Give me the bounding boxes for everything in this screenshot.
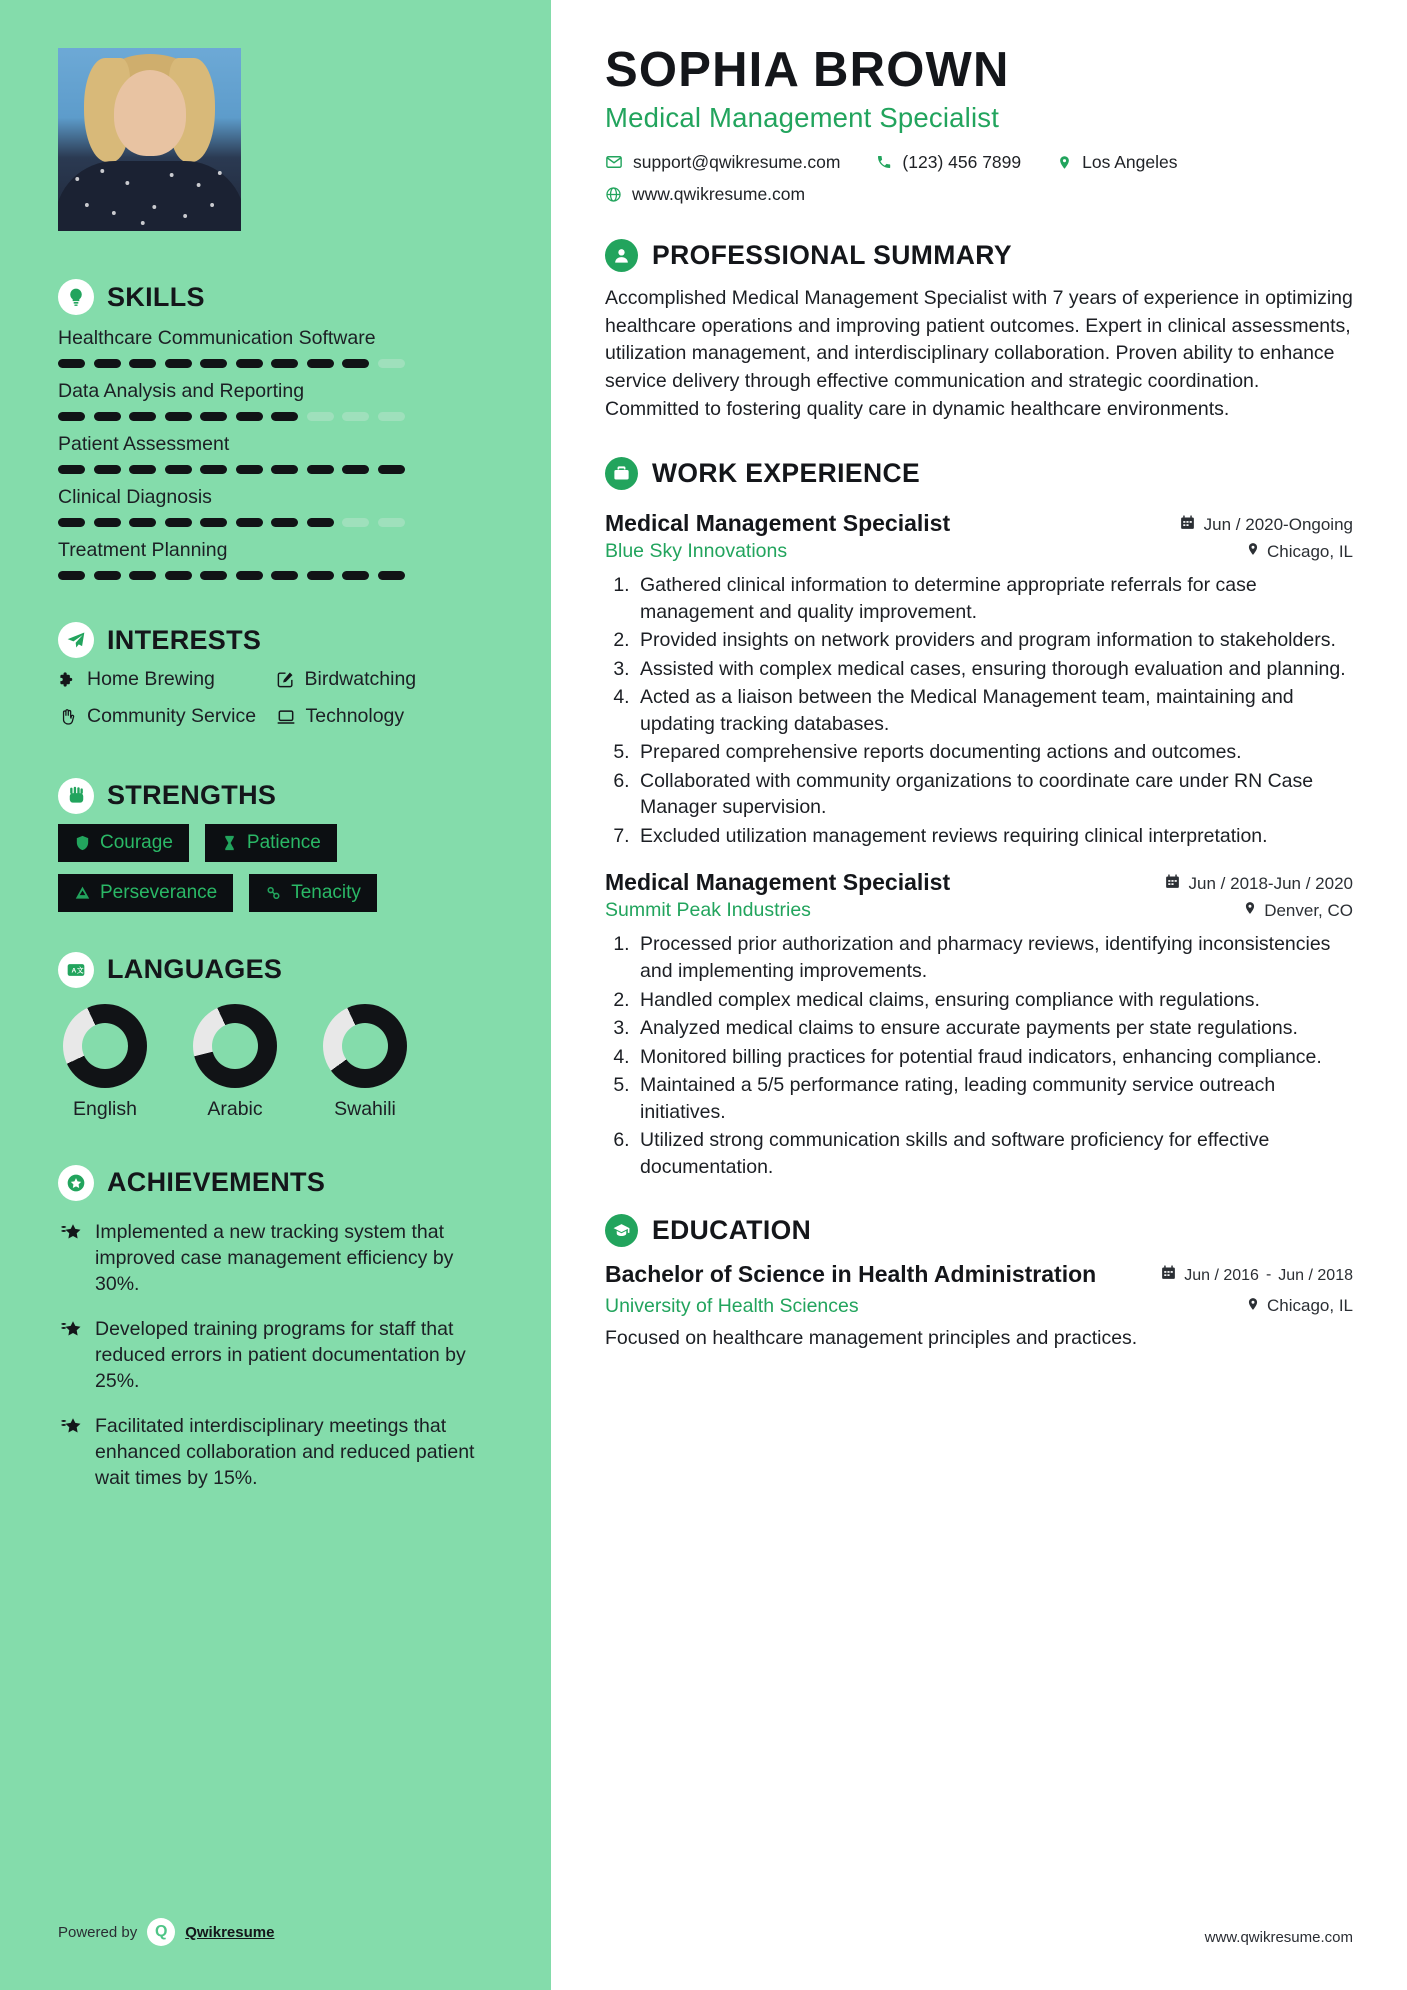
achievement-text: Implemented a new tracking system that improved case management efficiency by 30%. — [95, 1220, 454, 1296]
skill-level-segment — [271, 518, 298, 527]
skill-item — [58, 539, 493, 580]
globe-icon — [605, 186, 622, 203]
skill-level-segment — [165, 518, 192, 527]
skill-level-segment — [165, 571, 192, 580]
location-pin-icon — [1246, 541, 1260, 562]
achievement-item — [58, 1413, 493, 1492]
education-description: Focused on healthcare management principles and practices. — [605, 1326, 1138, 1349]
achievement-text: Developed training programs for staff that reduced errors in patient documentation by 25%. — [95, 1317, 466, 1393]
interest-item — [276, 668, 494, 694]
skill-name: Data Analysis and Reporting — [58, 380, 305, 402]
strength-label: Courage — [100, 831, 173, 853]
contact-item[interactable] — [605, 184, 1317, 205]
contact-item[interactable] — [876, 152, 1021, 173]
contact-text: Los Angeles — [1082, 151, 1178, 172]
skills-heading — [58, 279, 493, 315]
skill-level-segment — [200, 359, 227, 368]
skill-level-segment — [271, 359, 298, 368]
professional-summary-text: Accomplished Medical Management Specialist with 7 years of experience in optimizing healthcare operations and improving patient outcomes. Expert in clinical assessments, utilization management, and interdisciplinary collaboration. Proven ability to enhance service delivery through effective communication and strategic coordination. Committed to fostering quality care in dynamic healthcare environments. — [605, 286, 1353, 420]
hourglass-icon — [221, 834, 238, 852]
interest-item — [58, 705, 276, 732]
language-name: Arabic — [207, 1097, 263, 1120]
achievement-item — [58, 1316, 493, 1395]
languages-section — [58, 952, 493, 1121]
education-section — [605, 1214, 1353, 1350]
skill-level-segment — [236, 359, 263, 368]
location-pin-icon — [1057, 154, 1072, 171]
interest-item — [58, 668, 276, 694]
job-entry — [605, 869, 1353, 1180]
job-entry-subheader — [605, 540, 1353, 563]
job-duty-item: 3. Analyzed medical claims to ensure accurate payments per state regulations. — [635, 1015, 1353, 1042]
job-duties-list — [635, 931, 1353, 1180]
job-company: Summit Peak Industries — [605, 899, 811, 922]
skill-level-segment — [58, 571, 85, 580]
education-school: University of Health Sciences — [605, 1294, 859, 1317]
interests-title: INTERESTS — [107, 624, 262, 655]
footer-url: www.qwikresume.com — [1204, 1929, 1353, 1946]
professional-summary-section — [605, 239, 1353, 423]
education-degree: Bachelor of Science in Health Administration — [605, 1261, 1097, 1288]
education-location — [1246, 1296, 1353, 1317]
skill-level-segment — [94, 359, 121, 368]
phone-icon — [876, 154, 892, 170]
skill-level-segment — [129, 359, 156, 368]
skill-level-segment — [342, 518, 369, 527]
interest-label: Community Service — [87, 705, 257, 728]
skill-level-bar — [58, 518, 493, 527]
job-company: Blue Sky Innovations — [605, 540, 788, 563]
education-dates — [1160, 1260, 1353, 1286]
strength-label: Perseverance — [100, 881, 218, 903]
skill-level-segment — [342, 571, 369, 580]
professional-summary-heading — [605, 239, 1353, 272]
strengths-title: STRENGTHS — [107, 780, 277, 811]
achievements-title: ACHIEVEMENTS — [107, 1167, 326, 1198]
skill-level-segment — [342, 465, 369, 474]
skill-level-segment — [94, 465, 121, 474]
translate-icon — [58, 952, 94, 988]
skill-level-segment — [94, 412, 121, 421]
job-duty-item: 2. Provided insights on network providers and program information to stakeholders. — [635, 627, 1353, 654]
job-title: Medical Management Specialist — [605, 869, 951, 896]
languages-title: LANGUAGES — [107, 954, 283, 985]
skill-level-segment — [271, 412, 298, 421]
skill-level-segment — [378, 359, 405, 368]
skill-level-segment — [236, 571, 263, 580]
job-role-subtitle: Medical Management Specialist — [605, 101, 1000, 133]
location-pin-icon — [1243, 900, 1257, 921]
skill-level-segment — [342, 412, 369, 421]
skill-level-segment — [342, 359, 369, 368]
job-duty-item: 4. Monitored billing practices for potential fraud indicators, enhancing compliance. — [635, 1044, 1353, 1071]
strengths-section — [58, 778, 493, 912]
job-dates — [1179, 514, 1353, 536]
interest-label: Birdwatching — [304, 668, 417, 690]
skill-level-segment — [236, 465, 263, 474]
achievements-heading — [58, 1165, 493, 1201]
job-title: Medical Management Specialist — [605, 510, 951, 537]
calendar-icon — [1164, 873, 1181, 895]
education-date-separator: - — [1265, 1266, 1272, 1284]
hand-icon — [58, 707, 77, 731]
job-duty-item: 4. Acted as a liaison between the Medical Management team, maintaining and updating tracking databases. — [635, 684, 1353, 737]
skill-level-segment — [271, 571, 298, 580]
education-start-date: Jun / 2016 — [1184, 1266, 1259, 1284]
contact-text: www.qwikresume.com — [632, 183, 806, 204]
strength-badge — [205, 824, 337, 862]
strength-badge — [58, 874, 233, 912]
page-title: SOPHIA BROWN — [605, 43, 1010, 97]
skill-level-segment — [165, 412, 192, 421]
donut-hole — [82, 1023, 128, 1069]
skill-level-bar — [58, 412, 493, 421]
language-item — [318, 1004, 412, 1121]
contact-item[interactable] — [605, 152, 840, 173]
language-item — [188, 1004, 282, 1121]
strength-badge — [249, 874, 377, 912]
job-list — [605, 510, 1353, 1180]
puzzle-icon — [58, 670, 77, 694]
interests-section — [58, 622, 493, 744]
paper-plane-icon — [58, 622, 94, 658]
contact-list — [605, 152, 1353, 205]
skill-level-segment — [271, 465, 298, 474]
donut-hole — [342, 1023, 388, 1069]
star-badge-icon — [58, 1165, 94, 1201]
job-duty-item: 5. Prepared comprehensive reports documenting actions and outcomes. — [635, 739, 1353, 766]
education-entry-subheader — [605, 1295, 1353, 1318]
skill-level-bar — [58, 465, 493, 474]
skill-level-segment — [307, 571, 334, 580]
language-progress-donut — [323, 1004, 407, 1088]
skill-item — [58, 486, 493, 527]
fist-icon — [58, 778, 94, 814]
powered-by — [58, 1918, 274, 1946]
lightbulb-icon — [58, 279, 94, 315]
mail-icon — [605, 153, 623, 171]
briefcase-icon — [605, 457, 638, 490]
skill-level-segment — [307, 412, 334, 421]
shield-icon — [74, 834, 91, 852]
contact-item[interactable] — [1057, 152, 1177, 173]
job-dates-text: Jun / 2018-Jun / 2020 — [1188, 874, 1353, 894]
skills-title: SKILLS — [107, 281, 205, 312]
skill-level-segment — [165, 359, 192, 368]
calendar-icon — [1160, 1264, 1177, 1286]
job-location-text: Denver, CO — [1264, 900, 1353, 920]
skill-item — [58, 380, 493, 421]
job-location — [1246, 541, 1353, 562]
job-duty-item: 1. Processed prior authorization and pharmacy reviews, identifying inconsistencies and implementing improvements. — [635, 931, 1353, 984]
language-item — [58, 1004, 152, 1121]
achievements-section — [58, 1165, 493, 1492]
languages-list — [58, 1004, 493, 1121]
person-circle-icon — [605, 239, 638, 272]
skill-level-segment — [58, 412, 85, 421]
job-location — [1243, 900, 1353, 921]
skill-level-segment — [378, 571, 405, 580]
powered-by-label: Powered by — [58, 1923, 138, 1941]
skill-level-segment — [165, 465, 192, 474]
skills-list — [58, 327, 493, 580]
job-duty-item: 3. Assisted with complex medical cases, ensuring thorough evaluation and planning. — [635, 656, 1353, 683]
skill-level-segment — [58, 518, 85, 527]
education-end-date: Jun / 2018 — [1278, 1266, 1353, 1284]
laptop-icon — [276, 707, 296, 732]
interest-label: Home Brewing — [87, 668, 215, 690]
job-entry — [605, 510, 1353, 849]
strengths-heading — [58, 778, 493, 814]
achievement-text: Facilitated interdisciplinary meetings that enhanced collaboration and reduced patient wait times by 15%. — [95, 1414, 475, 1490]
skill-level-segment — [94, 571, 121, 580]
skill-level-segment — [378, 518, 405, 527]
job-duty-item: 6. Utilized strong communication skills and software proficiency for effective documentation. — [635, 1127, 1353, 1180]
language-progress-donut — [193, 1004, 277, 1088]
education-title: EDUCATION — [652, 1215, 812, 1246]
interest-item — [276, 705, 494, 732]
strength-badge — [58, 824, 189, 862]
skill-level-segment — [129, 412, 156, 421]
language-name: Swahili — [334, 1097, 396, 1120]
education-entry-header — [605, 1260, 1353, 1289]
language-progress-donut — [63, 1004, 147, 1088]
svg-text:A: A — [71, 967, 77, 975]
skill-level-segment — [200, 412, 227, 421]
skill-name: Healthcare Communication Software — [58, 327, 376, 349]
skill-level-segment — [58, 359, 85, 368]
skill-name: Treatment Planning — [58, 539, 228, 561]
skill-level-segment — [236, 518, 263, 527]
strength-label: Tenacity — [291, 881, 361, 903]
calendar-icon — [1179, 514, 1196, 536]
skill-level-segment — [94, 518, 121, 527]
interests-heading — [58, 622, 493, 658]
languages-heading — [58, 952, 493, 988]
location-pin-icon — [1246, 1296, 1260, 1317]
sidebar — [0, 0, 551, 1990]
mountain-icon — [74, 884, 91, 902]
donut-hole — [212, 1023, 258, 1069]
skills-section — [58, 279, 493, 580]
job-entry-subheader — [605, 899, 1353, 922]
skill-level-segment — [307, 359, 334, 368]
skill-level-segment — [307, 518, 334, 527]
skill-level-segment — [200, 465, 227, 474]
achievement-item — [58, 1219, 493, 1298]
skill-item — [58, 433, 493, 474]
skill-level-segment — [200, 518, 227, 527]
achievements-list — [58, 1219, 493, 1492]
skill-name: Patient Assessment — [58, 433, 230, 455]
strengths-list — [58, 824, 493, 912]
job-duty-item: 2. Handled complex medical claims, ensuring compliance with regulations. — [635, 987, 1353, 1014]
skill-level-segment — [129, 465, 156, 474]
skill-item — [58, 327, 493, 368]
graduation-icon — [605, 1214, 638, 1247]
achievement-star-icon — [58, 1415, 82, 1492]
skill-level-segment — [236, 412, 263, 421]
skill-level-segment — [378, 465, 405, 474]
job-duty-item: 7. Excluded utilization management reviews requiring clinical interpretation. — [635, 823, 1353, 850]
skill-level-segment — [200, 571, 227, 580]
job-dates — [1164, 873, 1353, 895]
svg-text:文: 文 — [76, 967, 84, 975]
interest-label: Technology — [305, 705, 405, 728]
language-name: English — [73, 1097, 137, 1120]
job-entry-header — [605, 869, 1353, 896]
contact-text: (123) 456 7899 — [902, 151, 1022, 172]
job-dates-text: Jun / 2020-Ongoing — [1203, 515, 1353, 535]
job-duties-list — [635, 572, 1353, 849]
professional-summary-title: PROFESSIONAL SUMMARY — [652, 239, 1012, 270]
skill-level-segment — [58, 465, 85, 474]
chain-link-icon — [265, 884, 282, 902]
skill-name: Clinical Diagnosis — [58, 486, 212, 508]
job-duty-item: 1. Gathered clinical information to determine appropriate referrals for case management and quality improvement. — [635, 572, 1353, 625]
skill-level-segment — [378, 412, 405, 421]
skill-level-bar — [58, 359, 493, 368]
contact-text: support@qwikresume.com — [633, 151, 841, 172]
skill-level-segment — [307, 465, 334, 474]
job-duty-item: 6. Collaborated with community organizations to coordinate care under RN Case Manager supervision. — [635, 768, 1353, 821]
work-experience-title: WORK EXPERIENCE — [652, 458, 921, 489]
job-entry-header — [605, 510, 1353, 537]
job-location-text: Chicago, IL — [1267, 541, 1353, 561]
qwikresume-brand[interactable]: Qwikresume — [185, 1923, 275, 1941]
qwikresume-logo-icon: Q — [147, 1918, 175, 1946]
achievement-star-icon — [58, 1318, 82, 1395]
work-experience-section — [605, 457, 1353, 1180]
achievement-star-icon — [58, 1221, 82, 1298]
skill-level-segment — [129, 518, 156, 527]
education-location-text: Chicago, IL — [1267, 1296, 1353, 1316]
skill-level-segment — [129, 571, 156, 580]
strength-label: Patience — [246, 831, 321, 853]
interests-list — [58, 668, 493, 744]
skill-level-bar — [58, 571, 493, 580]
education-heading — [605, 1214, 1353, 1247]
note-edit-icon — [276, 670, 295, 694]
avatar — [58, 48, 241, 231]
main-content — [551, 0, 1407, 1990]
work-experience-heading — [605, 457, 1353, 490]
job-duty-item: 5. Maintained a 5/5 performance rating, leading community service outreach initiatives. — [635, 1072, 1353, 1125]
